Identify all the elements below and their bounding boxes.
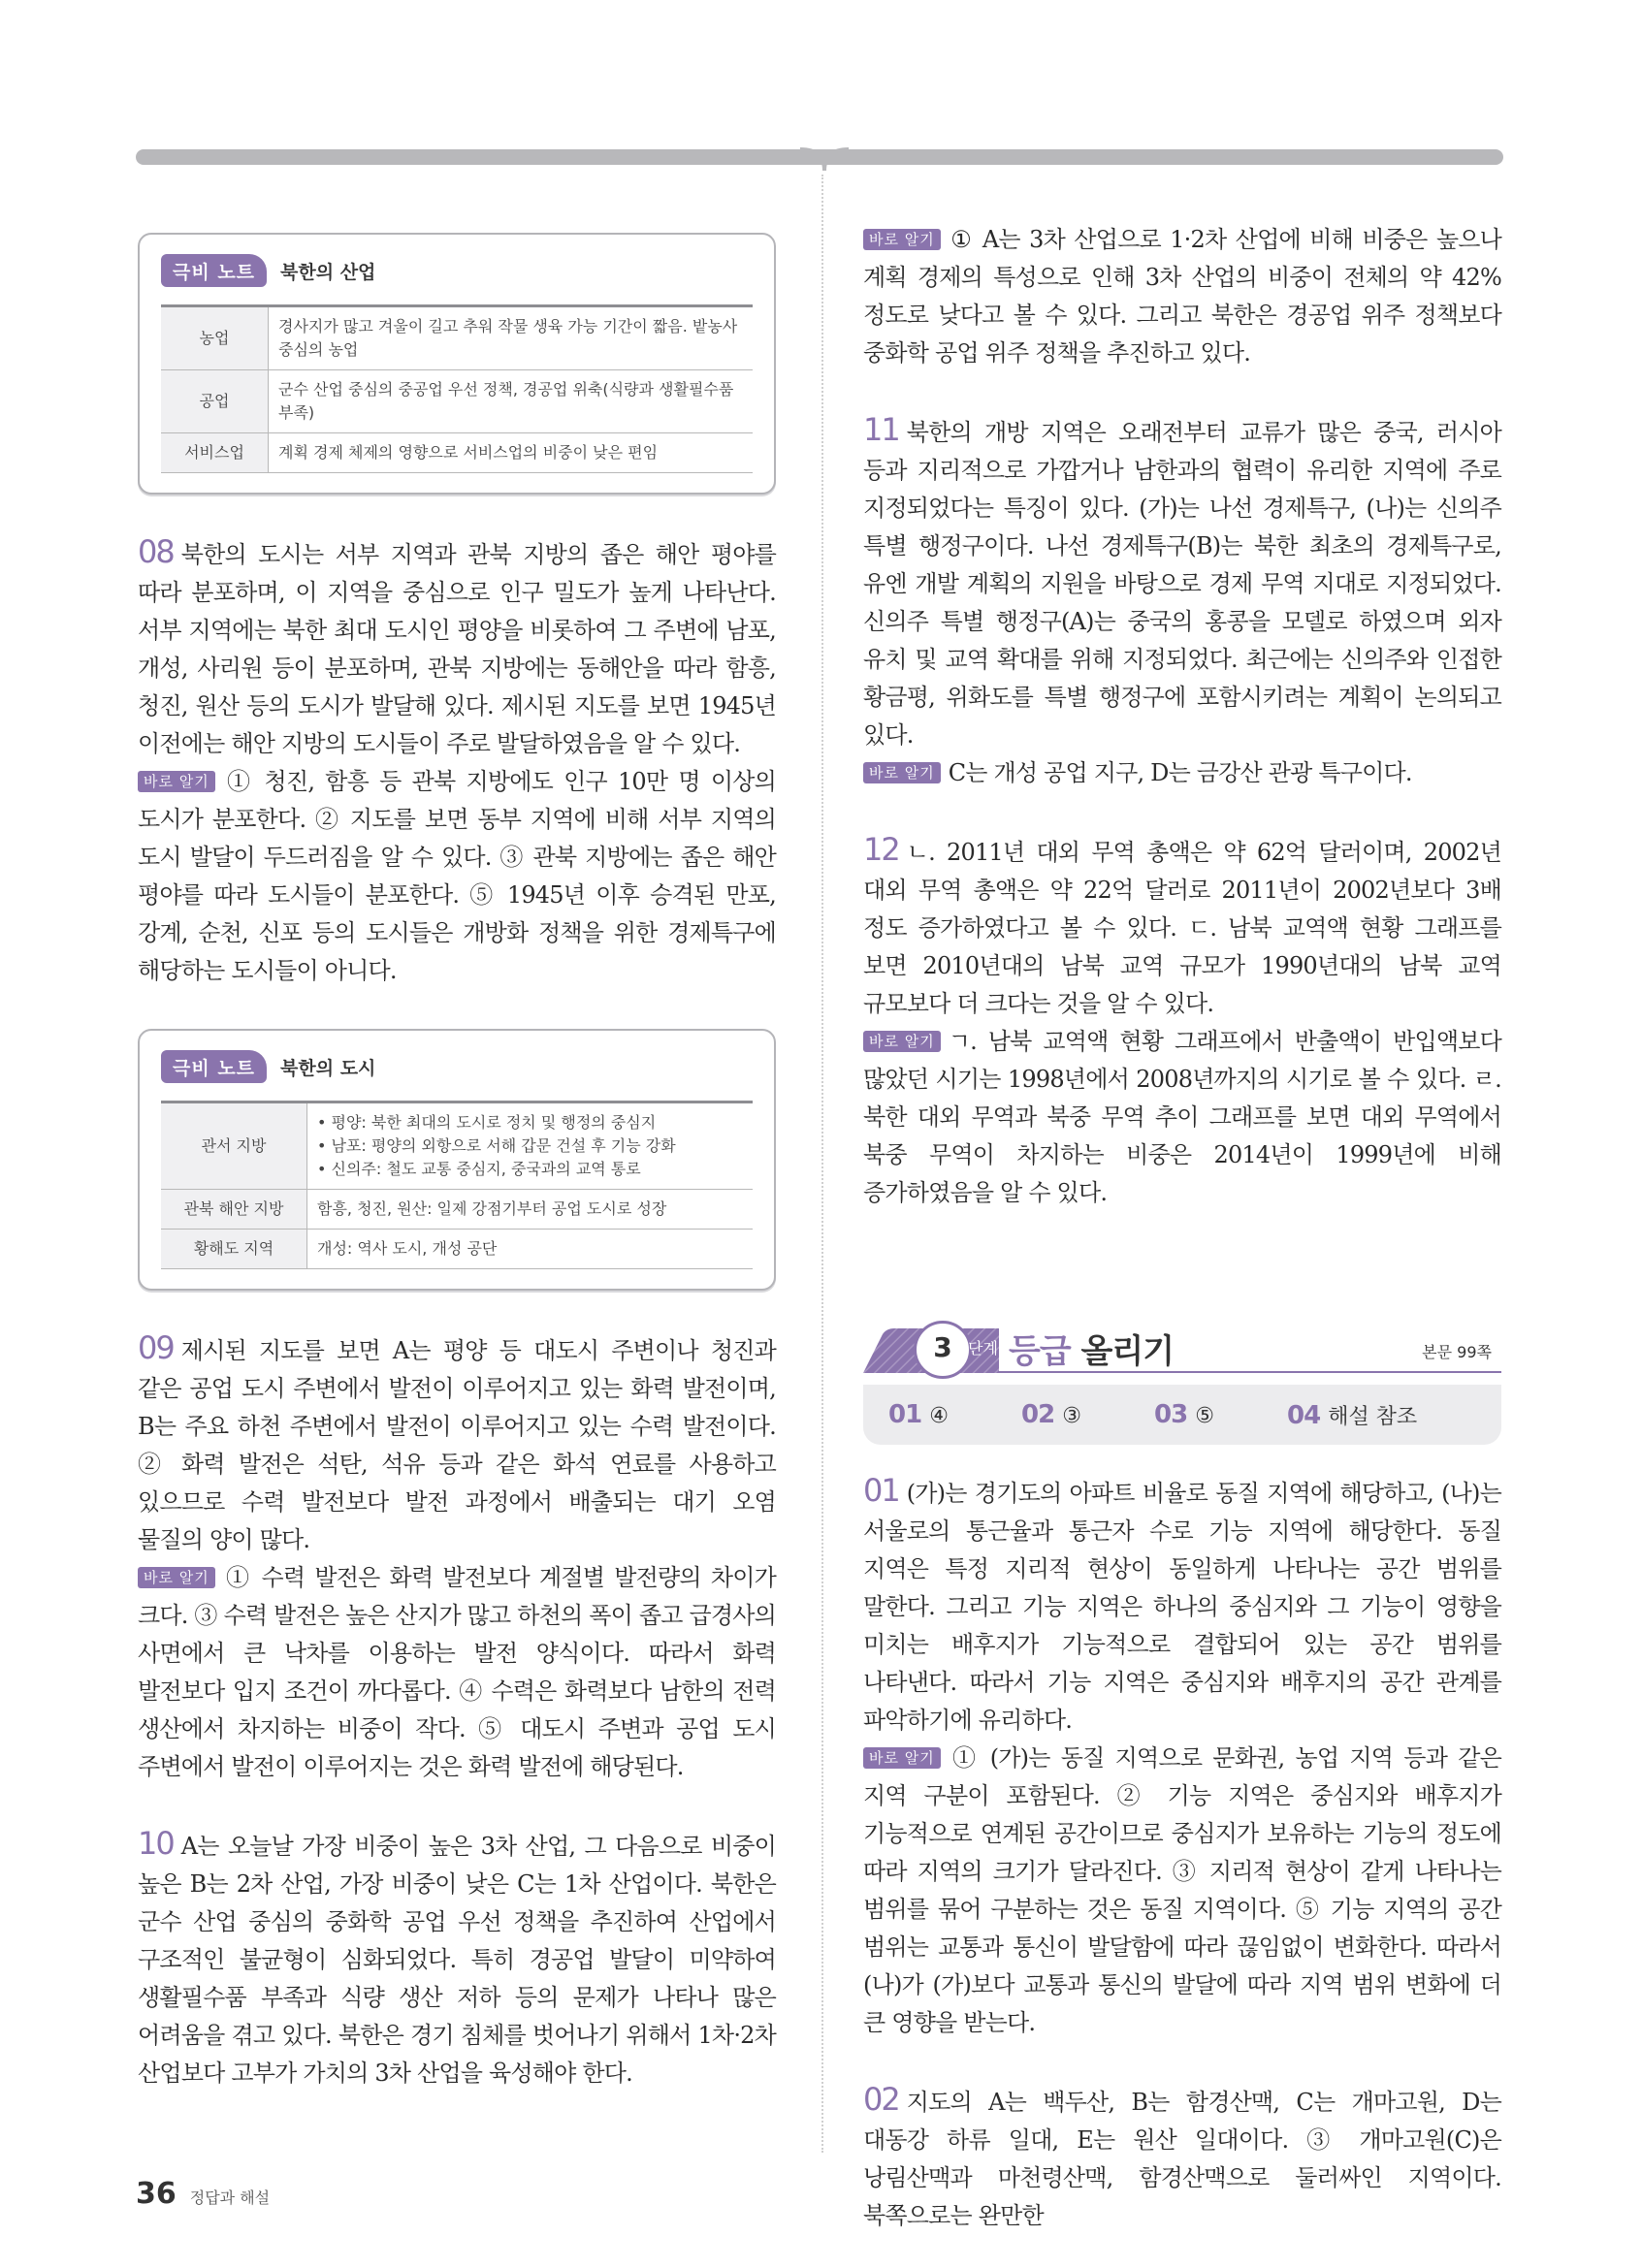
question-12-correction bbox=[863, 1023, 1501, 1212]
answer-value: ④ bbox=[929, 1404, 949, 1428]
stage-title-rest: 올리기 bbox=[1070, 1332, 1175, 1371]
right-column bbox=[863, 221, 1501, 2235]
question-number: 10 bbox=[138, 1825, 174, 1862]
question-08-correction bbox=[138, 763, 776, 990]
note-header bbox=[161, 1050, 753, 1083]
answer-value: ⑤ bbox=[1195, 1404, 1214, 1428]
row-value bbox=[307, 1102, 754, 1190]
correction-text: ① A는 3차 산업으로 1·2차 산업에 비해 비중은 높으나 계획 경제의 특성으로 인해 3차 산업의 비중이 전체의 약 42% 정도로 낮다고 볼 수 있다. 그리고 북한은 경공업 위주 정책보다 중화학 공업 위주 정책을 추진하고 있다. bbox=[863, 226, 1501, 367]
correction-text: ㄱ. 남북 교역액 현황 그래프에서 반출액이 반입액보다 많았던 시기는 1998년에서 2008년까지의 시기로 볼 수 있다. ㄹ. 북한 대외 무역과 북중 무역 추이 그래프를 보면 대외 무역에서 북중 무역이 차지하는 비중은 2014년이 1999년에 비해 증가하였음을 알 수 있다. bbox=[863, 1028, 1501, 1206]
page-number: 36 bbox=[136, 2177, 177, 2211]
note-table bbox=[161, 304, 753, 473]
answer-number: 04 bbox=[1287, 1400, 1321, 1430]
list-item: • 남포: 평양의 외항으로 서해 갑문 건설 후 기능 강화 bbox=[317, 1136, 676, 1155]
question-text: 북한의 도시는 서부 지역과 관북 지방의 좁은 해안 평야를 따라 분포하며, 이 지역을 중심으로 인구 밀도가 높게 나타난다. 서부 지역에는 북한 최대 도시인 평양을 비롯하여 그 주변에 남포, 개성, 사리원 등이 분포하며, 관북 지방에는 동해안을 따라 함흥, 청진, 원산 등의 도시가 발달해 있다. 제시된 지도를 보면 1945년 이전에는 해안 지방의 도시들이 주로 발달하였음을 알 수 있다. bbox=[138, 541, 776, 757]
answer-item bbox=[1287, 1400, 1481, 1430]
question-11-correction bbox=[863, 754, 1501, 792]
answer-summary bbox=[863, 1385, 1501, 1445]
question-number: 12 bbox=[863, 831, 899, 868]
footer-label: 정답과 해설 bbox=[189, 2188, 271, 2207]
row-key: 황해도 지역 bbox=[161, 1230, 307, 1269]
question-text: A는 오늘날 가장 비중이 높은 3차 산업, 그 다음으로 비중이 높은 B는 2차 산업, 가장 비중이 낮은 C는 1차 산업이다. 북한은 군수 산업 중심의 중화학 공업 우선 정책을 추진하여 산업에서 구조적인 불균형이 심화되었다. 특히 경공업 발달이 미약하여 생활필수품 부족과 식량 생산 저하 등의 문제가 나타나 많은 어려움을 겪고 있다. 북한은 경기 침체를 벗어나기 위해서 1차·2차 산업보다 고부가 가치의 3차 산업을 육성해야 한다. bbox=[138, 1833, 776, 2087]
row-key: 서비스업 bbox=[161, 433, 269, 473]
table-row bbox=[161, 433, 753, 473]
correction-badge: 바로 알기 bbox=[863, 762, 941, 783]
row-key: 관북 해안 지방 bbox=[161, 1190, 307, 1230]
answer-number: 03 bbox=[1154, 1400, 1188, 1429]
note-cities bbox=[138, 1029, 776, 1291]
stage-title-highlight: 등급 bbox=[1009, 1332, 1071, 1371]
note-table bbox=[161, 1101, 753, 1269]
correction-badge: 바로 알기 bbox=[138, 771, 215, 792]
correction-text: ① (가)는 동질 지역으로 문화권, 농업 지역 등과 같은 지역 구분이 포함된다. ② 기능 지역은 중심지와 배후지가 기능적으로 연계된 공간이므로 중심지가 보유하는 기능의 정도에 따라 지역의 크기가 달라진다. ③ 지리적 현상이 같게 나타나는 범위를 묶어 구분하는 것은 동질 지역이다. ⑤ 기능 지역의 공간 범위는 교통과 통신이 발달함에 따라 끊임없이 변화한다. 따라서 (나)가 (가)보다 교통과 통신의 발달에 따라 지역 범위 변화에 더 큰 영향을 받는다. bbox=[863, 1744, 1501, 2036]
note-tag: 극비 노트 bbox=[161, 1050, 267, 1083]
left-column bbox=[138, 233, 776, 2092]
stage-header bbox=[863, 1319, 1501, 1379]
question-08 bbox=[138, 533, 776, 763]
note-header bbox=[161, 254, 753, 287]
row-value: 함흥, 청진, 원산: 일제 강점기부터 공업 도시로 성장 bbox=[307, 1190, 754, 1230]
stage-label: 단계 bbox=[968, 1339, 998, 1358]
answer-item bbox=[1021, 1400, 1154, 1429]
note-industry bbox=[138, 233, 776, 495]
correction-badge: 바로 알기 bbox=[863, 229, 941, 250]
question-number: 11 bbox=[863, 411, 899, 448]
answer-value: 해설 참조 bbox=[1328, 1404, 1418, 1429]
question-number: 02 bbox=[863, 2081, 899, 2118]
correction-badge: 바로 알기 bbox=[863, 1031, 941, 1052]
list-item: • 평양: 북한 최대의 도시로 정치 및 행정의 중심지 bbox=[317, 1113, 657, 1132]
question-text: ㄴ. 2011년 대외 무역 총액은 약 62억 달러이며, 2002년 대외 무역 총액은 약 22억 달러로 2011년이 2002년보다 3배 정도 증가하였다고 볼 수 있다. ㄷ. 남북 교역액 현황 그래프를 보면 2010년대의 남북 교역 규모가 1990년대의 남북 교역 규모보다 더 크다는 것을 알 수 있다. bbox=[863, 839, 1501, 1017]
answer-02 bbox=[863, 2081, 1501, 2235]
row-key: 관서 지방 bbox=[161, 1102, 307, 1190]
question-10 bbox=[138, 1825, 776, 2092]
top-bar-notch bbox=[800, 145, 849, 175]
question-text: (가)는 경기도의 아파트 비율로 동질 지역에 해당하고, (나)는 서울로의 통근율과 통근자 수로 기능 지역에 해당한다. 동질 지역은 특정 지리적 현상이 동일하게 나타나는 공간 범위를 말한다. 그리고 기능 지역은 하나의 중심지와 그 기능이 영향을 미치는 배후지가 기능적으로 결합되어 있는 공간 범위를 나타낸다. 따라서 기능 지역은 중심지와 배후지의 공간 관계를 파악하기에 유리하다. bbox=[863, 1480, 1501, 1734]
note-title: 북한의 산업 bbox=[280, 261, 376, 283]
question-text: 북한의 개방 지역은 오래전부터 교류가 많은 중국, 러시아 등과 지리적으로 가깝거나 남한과의 협력이 유리한 지역에 주로 지정되었다는 특징이 있다. (가)는 나선 경제특구, (나)는 신의주 특별 행정구이다. 나선 경제특구(B)는 북한 최초의 경제특구로, 유엔 개발 계획의 지원을 바탕으로 경제 무역 지대로 지정되었다. 신의주 특별 행정구(A)는 중국의 홍콩을 모델로 하였으며 외자 유치 및 교역 확대를 위해 지정되었다. 최근에는 신의주와 인접한 황금평, 위화도를 특별 행정구에 포함시키려는 계획이 논의되고 있다. bbox=[863, 419, 1501, 749]
row-value: 군수 산업 중심의 중공업 우선 정책, 경공업 위축(식량과 생활필수품 부족) bbox=[269, 370, 754, 433]
column-divider bbox=[821, 175, 823, 2153]
list-item: • 신의주: 철도 교통 중심지, 중국과의 교역 통로 bbox=[317, 1160, 641, 1178]
answer-value: ③ bbox=[1062, 1404, 1081, 1428]
table-row bbox=[161, 1190, 753, 1230]
table-row bbox=[161, 1230, 753, 1269]
question-number: 08 bbox=[138, 533, 174, 570]
question-text: 제시된 지도를 보면 A는 평양 등 대도시 주변이나 청진과 같은 공업 도시 주변에서 발전이 이루어지고 있는 화력 발전이며, B는 주요 하천 주변에서 발전이 이루어지고 있는 수력 발전이다. ② 화력 발전은 석탄, 석유 등과 같은 화석 연료를 사용하고 있으므로 수력 발전보다 발전 과정에서 배출되는 대기 오염 물질의 양이 많다. bbox=[138, 1337, 776, 1553]
answer-item bbox=[1154, 1400, 1287, 1429]
row-value: 경사지가 많고 겨울이 길고 추워 작물 생육 가능 기간이 짧음. 밭농사 중심의 농업 bbox=[269, 306, 754, 370]
row-key: 공업 bbox=[161, 370, 269, 433]
answer-01-correction bbox=[863, 1740, 1501, 2042]
row-value: 개성: 역사 도시, 개성 공단 bbox=[307, 1230, 754, 1269]
row-value: 계획 경제 체제의 영향으로 서비스업의 비중이 낮은 편임 bbox=[269, 433, 754, 473]
question-11 bbox=[863, 411, 1501, 754]
question-number: 01 bbox=[863, 1472, 899, 1509]
note-title: 북한의 도시 bbox=[280, 1057, 376, 1079]
correction-badge: 바로 알기 bbox=[863, 1747, 941, 1769]
table-row bbox=[161, 1102, 753, 1190]
answer-01 bbox=[863, 1472, 1501, 1740]
correction-text: C는 개성 공업 지구, D는 금강산 관광 특구이다. bbox=[948, 759, 1412, 786]
correction-text: ① 수력 발전은 화력 발전보다 계절별 발전량의 차이가 크다. ③ 수력 발전은 높은 산지가 많고 하천의 폭이 좁고 급경사의 사면에서 큰 낙차를 이용하는 발전 양식이다. 따라서 화력 발전보다 입지 조건이 까다롭다. ④ 수력은 화력보다 남한의 전력 생산에서 차지하는 비중이 작다. ⑤ 대도시 주변과 공업 도시 주변에서 발전이 이루어지는 것은 화력 발전에 해당된다. bbox=[138, 1564, 776, 1780]
page-reference: 본문 99쪽 bbox=[1422, 1343, 1492, 1361]
stage-number: 3 bbox=[914, 1321, 972, 1379]
correction-badge: 바로 알기 bbox=[138, 1567, 215, 1588]
row-key: 농업 bbox=[161, 306, 269, 370]
answer-item bbox=[888, 1400, 1021, 1429]
answer-number: 02 bbox=[1021, 1400, 1055, 1429]
question-09 bbox=[138, 1329, 776, 1559]
table-row bbox=[161, 370, 753, 433]
question-number: 09 bbox=[138, 1329, 174, 1366]
question-10-correction bbox=[863, 221, 1501, 372]
table-row bbox=[161, 306, 753, 370]
note-tag: 극비 노트 bbox=[161, 254, 267, 287]
correction-text: ① 청진, 함흥 등 관북 지방에도 인구 10만 명 이상의 도시가 분포한다. ② 지도를 보면 동부 지역에 비해 서부 지역의 도시 발달이 두드러짐을 알 수 있다. ③ 관북 지방에는 좁은 해안 평야를 따라 도시들이 분포한다. ⑤ 1945년 이후 승격된 만포, 강계, 순천, 신포 등의 도시들은 개방화 정책을 위한 경제특구에 해당하는 도시들이 아니다. bbox=[138, 768, 776, 984]
answer-number: 01 bbox=[888, 1400, 922, 1429]
question-text: 지도의 A는 백두산, B는 함경산맥, C는 개마고원, D는 대동강 하류 일대, E는 원산 일대이다. ③ 개마고원(C)은 낭림산맥과 마천령산맥, 함경산맥으로 둘러싸인 지역이다. 북쪽으로는 완만한 bbox=[863, 2089, 1501, 2229]
question-09-correction bbox=[138, 1559, 776, 1786]
page-footer bbox=[136, 2177, 270, 2211]
stage-title bbox=[1009, 1325, 1174, 1372]
question-12 bbox=[863, 831, 1501, 1023]
